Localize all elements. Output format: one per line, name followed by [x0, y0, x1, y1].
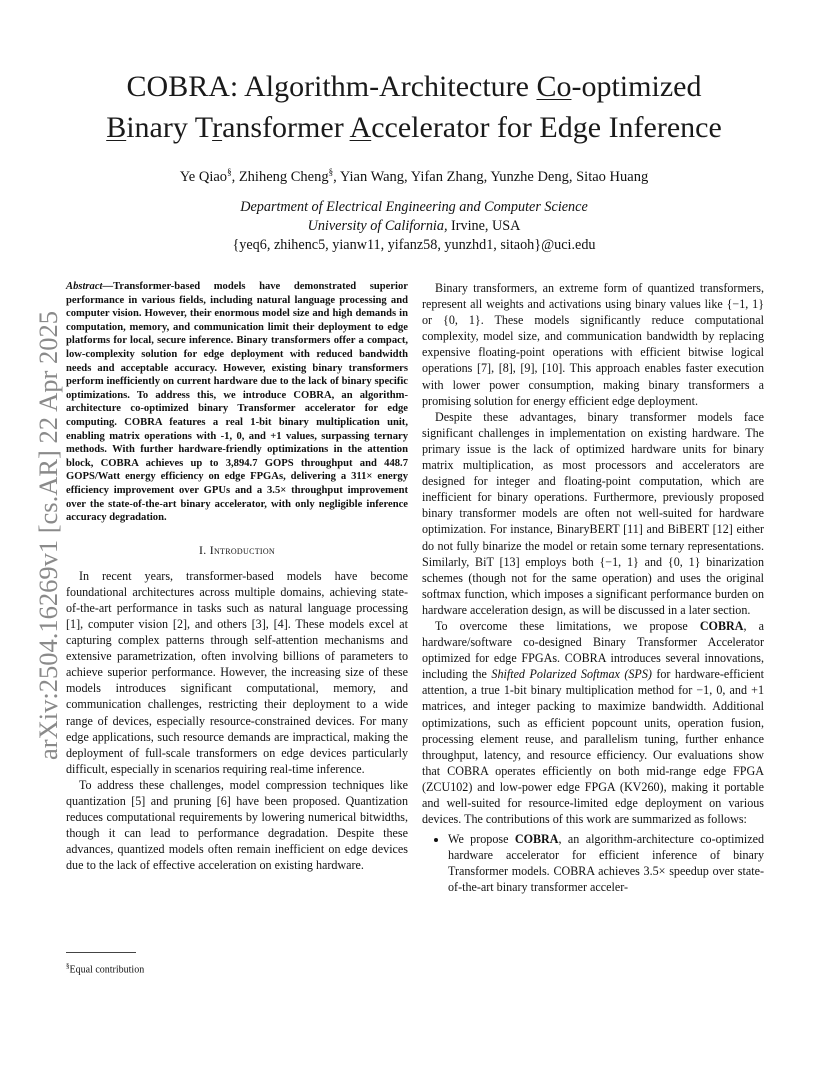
author-name: , Zhiheng Cheng: [231, 168, 329, 185]
method-name: Shifted Polarized Softmax (SPS): [491, 667, 652, 682]
paragraph: Despite these advantages, binary transformer models face significant challenges in implementation on existing hardware. The primary issue is the lack of optimized hardware units for binary matrix multiplication, as most processors and accelerators are designed for integer and floating-point computation, which are inefficient for binary operations. Furthermore, previously proposed binary transformer models are often not well-suited for hardware optimization. For instance, BinaryBERT [11] and BiBERT [12] either do not fully binarize the model or retain some ternary representations. Similarly, BiT [13] employs both {−1, 1} and {0, 1} binarization schemes (though not for the same operation) and uses the original softmax function, which imposes a significant performance burden on hardware acceleration design, as will be discussed in a later section.: [422, 409, 764, 617]
title-text: Co: [536, 70, 572, 103]
title-text: COBRA: Algorithm-Architecture: [126, 70, 537, 103]
title-text: -optimized: [571, 70, 702, 103]
paragraph-text: , a hardware/software co-designed Binary Transformer Accelerator optimized for edge FPGAs. COBRA introduces several innovations, including the: [422, 618, 764, 682]
title-text: inary T: [126, 111, 213, 144]
paragraph: Binary transformers, an extreme form of quantized transformers, represent all weights and activations using binary values like {−1, 1} or {0, 1}. These models significantly reduce computational complexity, model size, and communication bandwidth by replacing expensive floating-point operations with efficient bitwise logical operations [7], [8], [9], [10]. This approach enables faster execution with lower power consumption, making binary transformers a promising solution for energy efficient edge deployment.: [422, 281, 764, 408]
footnote-mark: §: [227, 167, 232, 177]
author-names: , Yian Wang, Yifan Zhang, Yunzhe Deng, Sitao Huang: [333, 168, 649, 185]
paragraph-text: To overcome these limitations, we propose: [435, 618, 700, 633]
footnote-mark: §: [66, 962, 70, 970]
paper-title: [40, 66, 788, 148]
list-item-text: We propose: [448, 832, 515, 847]
paragraph: [422, 618, 764, 827]
title-line-1: [40, 66, 788, 107]
footnote-text: Equal contribution: [69, 964, 145, 976]
system-name: COBRA: [514, 832, 559, 847]
footnote-mark: §: [328, 167, 334, 177]
contribution-list: [422, 831, 764, 895]
title-text: A: [349, 111, 372, 144]
author-emails: {yeq6, zhihenc5, yianw11, yifanz58, yunzhd1, sitaoh}@uci.edu: [232, 237, 596, 253]
title-text: B: [106, 111, 127, 144]
university: University of California,: [307, 218, 448, 234]
section-heading: I. Introduction: [198, 542, 276, 557]
footnote-rule: [66, 952, 136, 953]
paragraph-text: for hardware-efficient attention, a true 1-bit binary multiplication method for −1, 0, and +1 matrices, and integer packing to maximize bandwidth. Additional optimizations, such as efficient popcount units, operation fusion, processing element reuse, and parallelism tuning, further enhance throughput, latency, and resource efficiency. Our evaluations show that COBRA operates efficiently on both mid-range edge FPGA (ZCU102) and low-power edge FPGA (KV260), making it portable and well-suited for resource-limited edge deployment on various devices. The contributions of this work are summarized as follows:: [422, 667, 764, 827]
title-text: ccelerator for Edge Inference: [371, 111, 722, 144]
abstract: [66, 280, 408, 525]
system-name: COBRA: [699, 618, 744, 633]
title-text: ansformer: [222, 111, 350, 144]
paragraph: In recent years, transformer-based models have become foundational architectures across multiple domains, achieving state-of-the-art performance in tasks such as natural language processing [1], computer vision [2], and others [3], [4]. These models excel at capturing complex patterns through self-attention mechanisms and extensive parametrization, often involving billions of parameters to achieve superior performance. However, the increasing size of these models introduces significant computational, memory, and communication challenges, restricting their deployment to a wide range of devices, especially resource-constrained devices. For many edge applications, such resource demands are impractical, making the deployment of full-scale transformers on edge devices particularly difficult, especially in scenarios requiring real-time inference.: [66, 568, 408, 776]
arxiv-identifier: arXiv:2504.16269v1 [cs.AR] 22 Apr 2025: [33, 311, 63, 760]
title-text: r: [212, 111, 223, 144]
right-column: [422, 280, 764, 896]
left-column: [66, 280, 408, 873]
paragraph: To address these challenges, model compression techniques like quantization [5] and pruning [6] have been proposed. Quantization reduces computational requirements by lowering numerical bitwidths, though it can lead to performance degradation. Despite these advances, quantized models often remain inefficient on edge devices due to the lack of effective acceleration on existing hardware.: [66, 777, 408, 873]
affiliation: [60, 198, 768, 255]
department: Department of Electrical Engineering and Computer Science: [240, 199, 588, 215]
arxiv-stamp: [10, 280, 63, 760]
author-list: [60, 162, 768, 187]
list-item-text: , an algorithm-architecture co-optimized hardware accelerator for efficient inference of binary Transformer models. COBRA achieves 3.5× speedup over state-of-the-art binary transformer acceler-: [448, 832, 764, 895]
author-name: Ye Qiao: [179, 168, 228, 185]
university-line: [60, 217, 768, 236]
abstract-text: —Transformer-based models have demonstrated superior performance in various fields, including natural language processing and computer vision. However, their enormous model size and high demands in computation, memory, and communication limit their deployment to edge platforms for local, secure inference. Binary transformers offer a compact, low-complexity solution for edge deployment with reduced bandwidth needs and acceptable accuracy. However, existing binary transformers perform inefficiently on current hardware due to the lack of binary specific optimizations. To address this, we introduce COBRA, an algorithm-architecture co-optimized binary Transformer accelerator for edge computing. COBRA features a real 1-bit binary multiplication unit, enabling matrix operations with -1, 0, and +1 values, surpassing ternary methods. With further hardware-friendly optimizations in the attention block, COBRA achieves up to 3,894.7 GOPS throughput and 448.7 GOPS/Watt energy efficiency on edge FPGAs, delivering a 311× energy efficiency improvement over GPUs and a 3.5× throughput improvement over the state-of-the-art binary accelerator, with only negligible inference accuracy degradation.: [66, 281, 408, 524]
location: Irvine, USA: [447, 218, 521, 234]
list-item: [448, 831, 764, 895]
title-line-2: [40, 107, 788, 148]
footnote: [66, 960, 144, 976]
abstract-label: Abstract: [66, 281, 103, 292]
